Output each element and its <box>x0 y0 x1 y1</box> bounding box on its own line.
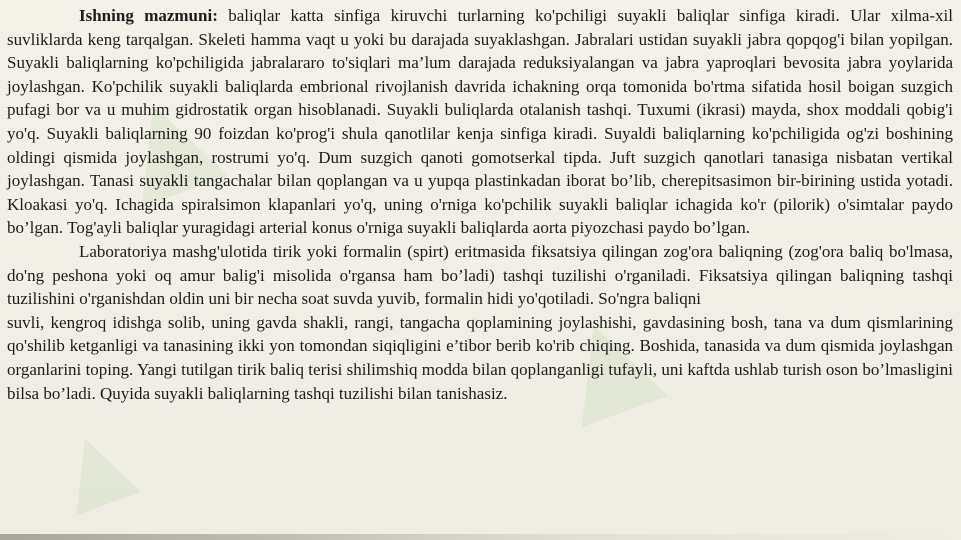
paragraph-1-text: baliqlar katta sinfiga kiruvchi turlarning ko'pchiligi suyakli baliqlar sinfiga kiradi. Ular xilma-xil suvliklarda keng tarqalgan. Skeleti hamma vaqt u yoki bu darajada suyaklashgan. Jabralari ustidan suyakli jabra qopqog'i bilan yopilgan. Suyakli baliqlarning ko'pchiligida jabralararo to'siqlari ma’lum darajada reduksiyalangan va jabra yaproqlari bevosita jabra yoylarida joylashgan. Ko'pchilik suyakli baliqlarda embrional rivojlanish davrida ichakning orqa tomonida bo'rtma sifatida hosil boigan suzgich pufagi bor va u muhim gidrostatik organ hisoblanadi. Suyakli buliqlarda otalanish tashqi. Tuxumi (ikrasi) mayda, shox moddali qobig'i yo'q. Suyakli baliqlarning 90 foizdan ko'prog'i shula qanotlilar kenja sinfiga kiradi. Suyaldi baliqlarning ko'pchiligida og'zi boshining oldingi qismida joylashgan, rostrumi yo'q. Dum suzgich qanoti gomotserkal tipda. Juft suzgich qanotlari tanasiga nisbatan vertikal joylashgan. Tanasi suyakli tangachalar bilan qoplangan va u yupqa plastinkadan iborat bo’lib, cherepitsasimon bir-birining ustida yotadi. Kloakasi yo'q. Ichagida spiralsimon klapanlari yo'q, uning o'rniga ko'pchilik suyakli baliqlar ichagida ko'r (pilorik) o'simtalar paydo bo’lgan. Tog'ayli baliqlar yuragidagi arterial konus o'rniga suyakli baliqlarda aorta piyozchasi paydo bo’lgan. <box>7 6 953 238</box>
paragraph-2: Laboratoriya mashg'ulotida tirik yoki formalin (spirt) eritmasida fiksatsiya qilingan zog'ora baliqning (zog'ora baliq bo'lmasa, do'ng peshona yoki oq amur balig'i misolida o'rgansa ham bo’ladi) tashqi tuzilishi o'rganiladi. Fiksatsiya qilingan baliqning tashqi tuzilishini o'rganishdan oldin uni bir necha soat suvda yuvib, formalin hidi yo'qotiladi. So'ngra baliqni <box>7 241 953 309</box>
document-body <box>7 4 953 405</box>
watermark-logo: ▲ <box>43 403 145 526</box>
bottom-edge-shadow <box>0 534 961 540</box>
paragraph-1 <box>7 4 953 240</box>
paragraph-3: suvli, kengroq idishga solib, uning gavda shakli, rangi, tangacha qoplamining joylashishi, gavdasining bosh, tana va dum qismlarining qo'shilib ketganligi va tanasining ikki yon tomondan siqiqligini e’tibor berib ko'rib chiqing. Boshida, tanasida va dum qismida joylashgan organlarini toping. Yangi tutilgan tirik baliq terisi shilimshiq modda bilan qoplanganligi tufayli, uni kaftda ushlab turish oson bo’lmasligini bilsa bo’ladi. Quyida suyakli baliqlarning tashqi tuzilishi bilan tanishasiz. <box>7 312 953 403</box>
section-heading: Ishning mazmuni: <box>79 6 218 25</box>
watermark-logo: ▲ <box>98 58 234 221</box>
watermark-logo: ▲ <box>538 278 674 441</box>
